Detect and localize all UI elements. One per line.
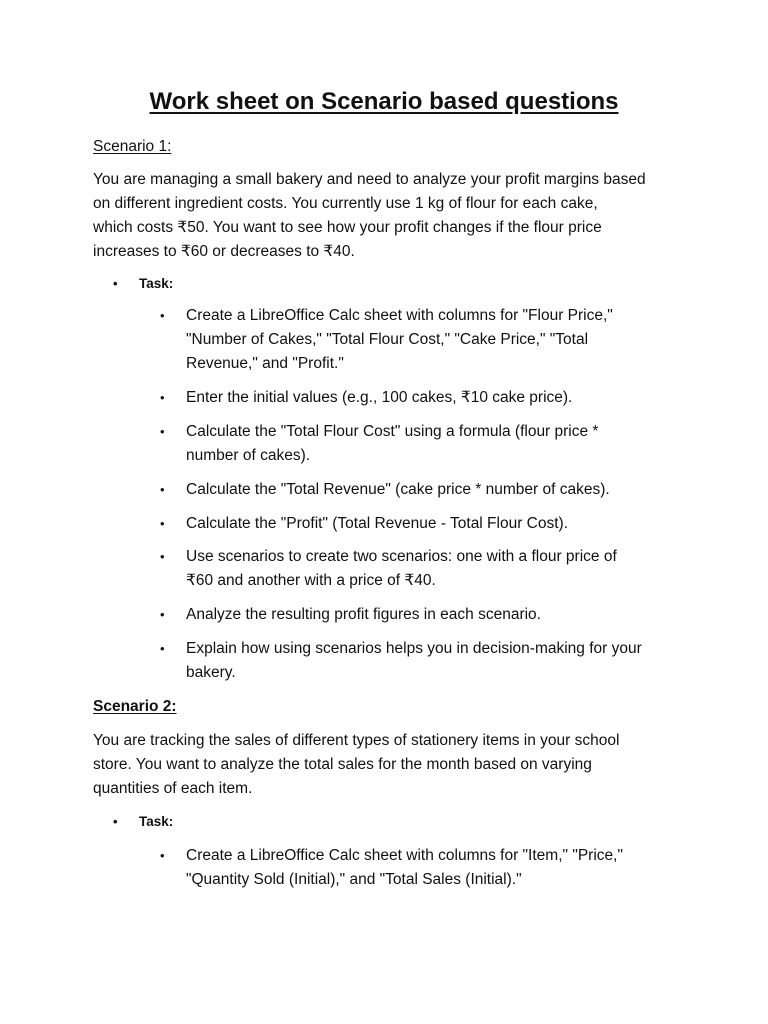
list-item-line: Calculate the "Total Flour Cost" using a formula (flour price * <box>186 423 599 440</box>
scenario-2-heading: Scenario 2: <box>93 698 177 715</box>
list-item-line: "Number of Cakes," "Total Flour Cost," "Cake Price," "Total <box>186 331 589 348</box>
scenario-1-paragraph <box>93 168 713 264</box>
bullet-icon: • <box>113 814 118 829</box>
scenario-1-task-label <box>113 276 173 291</box>
paragraph-line: store. You want to analyze the total sales for the month based on varying <box>93 756 592 773</box>
scenario-2-task-label <box>113 814 173 829</box>
bullet-icon: • <box>160 390 165 405</box>
list-item-line: Calculate the "Profit" (Total Revenue - Total Flour Cost). <box>186 515 569 532</box>
list-item-line: Analyze the resulting profit figures in each scenario. <box>186 606 541 623</box>
bullet-icon: • <box>160 516 165 531</box>
paragraph-line: You are managing a small bakery and need to analyze your profit margins based <box>93 171 646 188</box>
bullet-icon: • <box>160 848 165 863</box>
list-item <box>160 304 670 376</box>
paragraph-line: which costs ₹50. You want to see how your profit changes if the flour price <box>93 219 602 236</box>
bullet-icon: • <box>160 607 165 622</box>
bullet-icon: • <box>160 424 165 439</box>
list-item <box>160 844 670 892</box>
task-label-text: Task: <box>139 276 174 291</box>
paragraph-line: increases to ₹60 or decreases to ₹40. <box>93 243 355 260</box>
list-item-line: number of cakes). <box>186 447 311 464</box>
bullet-icon: • <box>113 276 118 291</box>
bullet-icon: • <box>160 482 165 497</box>
paragraph-line: quantities of each item. <box>93 780 253 797</box>
list-item-line: Revenue," and "Profit." <box>186 355 344 372</box>
list-item-line: Explain how using scenarios helps you in decision-making for your <box>186 640 642 657</box>
list-item-line: Enter the initial values (e.g., 100 cakes, ₹10 cake price). <box>186 389 573 406</box>
list-item-line: Create a LibreOffice Calc sheet with columns for "Item," "Price," <box>186 847 623 864</box>
list-item <box>160 420 670 468</box>
list-item <box>160 545 670 593</box>
list-item-line: ₹60 and another with a price of ₹40. <box>186 572 436 589</box>
list-item-line: "Quantity Sold (Initial)," and "Total Sales (Initial)." <box>186 871 522 888</box>
list-item <box>160 512 670 536</box>
list-item <box>160 386 670 410</box>
list-item-line: Use scenarios to create two scenarios: one with a flour price of <box>186 548 617 565</box>
list-item <box>160 603 670 627</box>
list-item <box>160 637 670 685</box>
list-item <box>160 478 670 502</box>
list-item-line: Calculate the "Total Revenue" (cake price * number of cakes). <box>186 481 610 498</box>
list-item-line: Create a LibreOffice Calc sheet with columns for "Flour Price," <box>186 307 613 324</box>
bullet-icon: • <box>160 308 165 323</box>
paragraph-line: on different ingredient costs. You currently use 1 kg of flour for each cake, <box>93 195 598 212</box>
page-title: Work sheet on Scenario based questions <box>149 88 619 115</box>
bullet-icon: • <box>160 549 165 564</box>
bullet-icon: • <box>160 641 165 656</box>
task-label-text: Task: <box>139 814 174 829</box>
list-item-line: bakery. <box>186 664 236 681</box>
scenario-2-paragraph <box>93 729 713 801</box>
paragraph-line: You are tracking the sales of different types of stationery items in your school <box>93 732 620 749</box>
scenario-1-heading: Scenario 1: <box>93 138 172 155</box>
